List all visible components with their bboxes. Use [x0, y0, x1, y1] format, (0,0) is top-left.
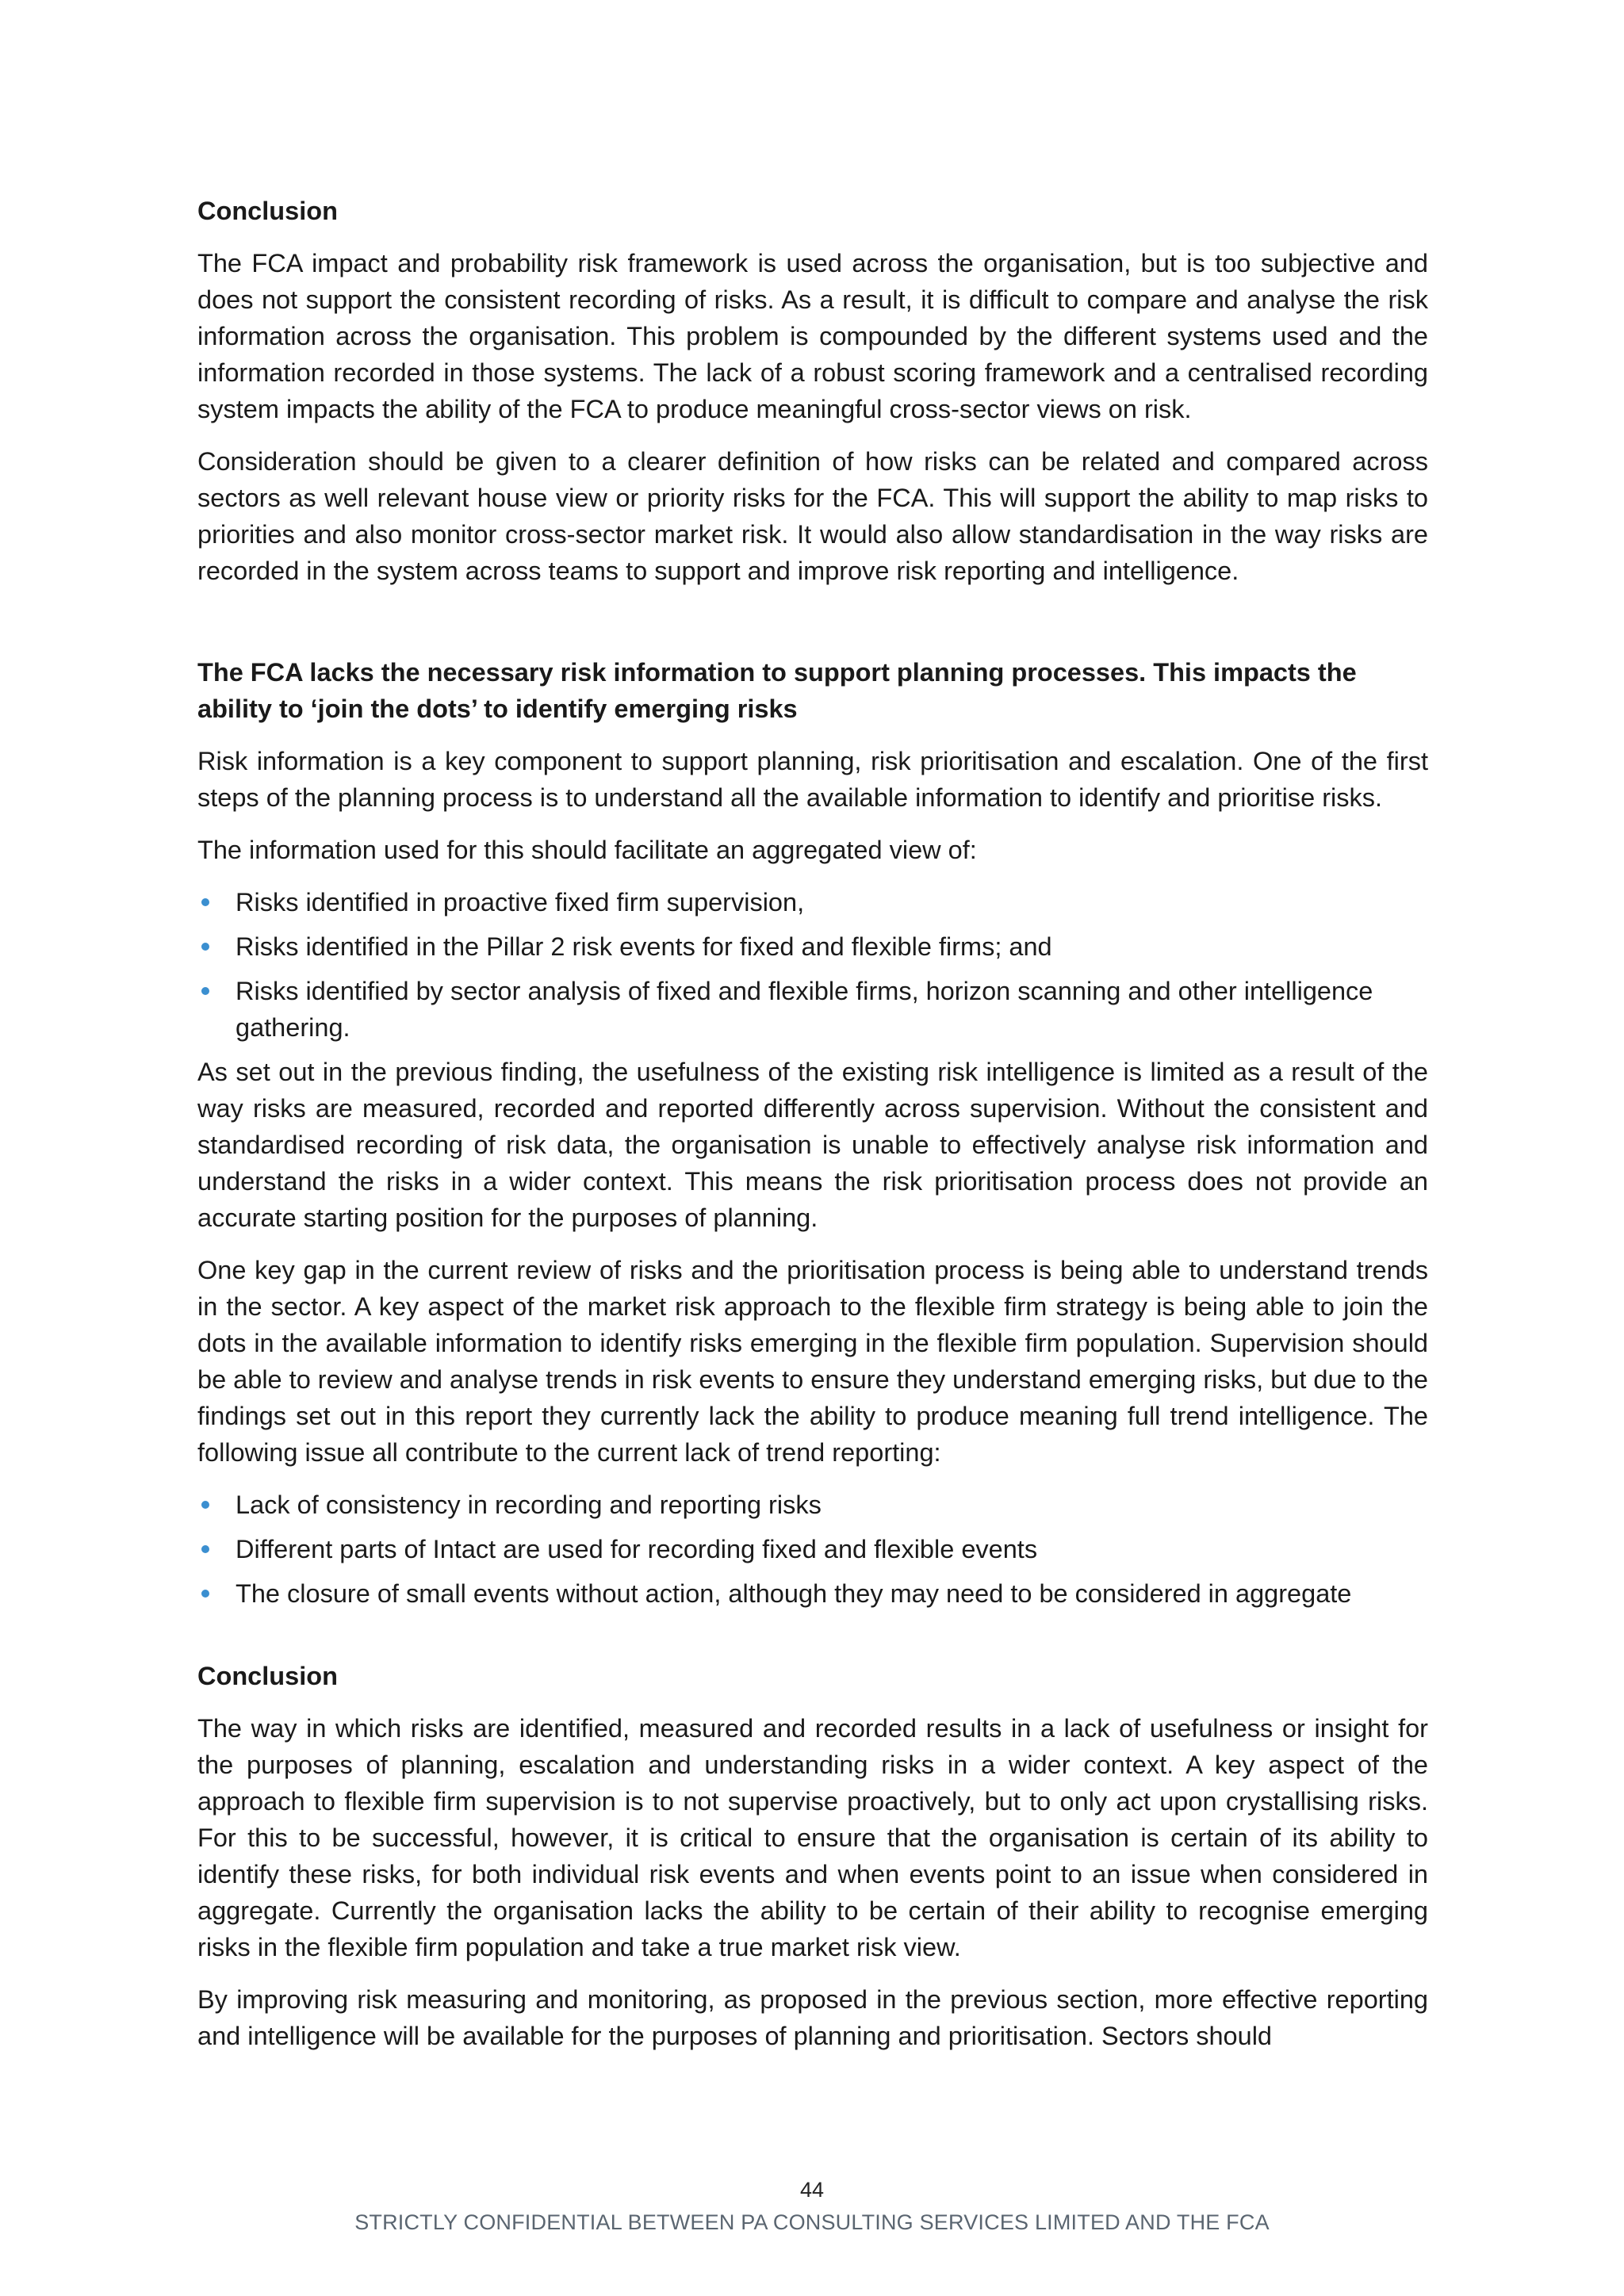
- paragraph: Risk information is a key component to support planning, risk prioritisation and escalation. One of the first steps of the planning process is to understand all the available information to identify and prioritise risks.: [197, 747, 1428, 812]
- section-heading-risk-information: The FCA lacks the necessary risk information to support planning processes. This impacts the ability to ‘join the dots’ to identify emerging risks: [197, 658, 1357, 723]
- paragraph: The FCA impact and probability risk framework is used across the organisation, but is too subjective and does not support the consistent recording of risks. As a result, it is difficult to compare and analyse the risk information across the organisation. This problem is compounded by the different systems used and the information recorded in those systems. The lack of a robust scoring framework and a centralised recording system impacts the ability of the FCA to produce meaningful cross-sector views on risk.: [197, 249, 1428, 423]
- list-item-text: Risks identified by sector analysis of fixed and flexible firms, horizon scanning and other intelligence gathering.: [236, 977, 1373, 1042]
- paragraph: The way in which risks are identified, measured and recorded results in a lack of usefulness or insight for the purposes of planning, escalation and understanding risks in a wider context. A key aspect of the approach to flexible firm supervision is to not supervise proactively, but to only act upon crystallising risks. For this to be successful, however, it is critical to ensure that the organisation is certain of its ability to identify these risks, for both individual risk events and when events point to an issue when considered in aggregate. Currently the organisation lacks the ability to be certain of their ability to recognise emerging risks in the flexible firm population and take a true market risk view.: [197, 1714, 1428, 1961]
- paragraph: As set out in the previous finding, the usefulness of the existing risk intelligence is limited as a result of the way risks are measured, recorded and reported differently across supervision. Without the consistent and standardised recording of risk data, the organisation is unable to effectively analyse risk information and understand the risks in a wider context. This means the risk prioritisation process does not provide an accurate starting position for the purposes of planning.: [197, 1058, 1428, 1232]
- page-content: [197, 193, 1428, 2070]
- bullet-list-trend-issues: [197, 1487, 1428, 1612]
- list-item-text: The closure of small events without action, although they may need to be considered in aggregate: [236, 1579, 1352, 1608]
- list-item: [197, 1487, 1428, 1523]
- confidential-footer: STRICTLY CONFIDENTIAL BETWEEN PA CONSULTING SERVICES LIMITED AND THE FCA: [354, 2210, 1270, 2234]
- list-item: [197, 884, 1428, 920]
- bullet-icon: [201, 987, 209, 995]
- paragraph: One key gap in the current review of risks and the prioritisation process is being able to understand trends in the sector. A key aspect of the market risk approach to the flexible firm strategy is being able to join the dots in the available information to identify risks emerging in the flexible firm population. Supervision should be able to review and analyse trends in risk events to ensure they understand emerging risks, but due to the findings set out in this report they currently lack the ability to produce meaning full trend intelligence. The following issue all contribute to the current lack of trend reporting:: [197, 1256, 1428, 1467]
- paragraph: Consideration should be given to a clearer definition of how risks can be related and compared across sectors as well relevant house view or priority risks for the FCA. This will support the ability to map risks to priorities and also monitor cross-sector market risk. It would also allow standardisation in the way risks are recorded in the system across teams to support and improve risk reporting and intelligence.: [197, 447, 1428, 585]
- list-item-text: Lack of consistency in recording and reporting risks: [236, 1490, 822, 1519]
- section-heading-conclusion-2: Conclusion: [197, 1662, 338, 1690]
- list-item: [197, 928, 1428, 965]
- section-heading-conclusion-1: Conclusion: [197, 197, 338, 225]
- list-item-text: Different parts of Intact are used for recording fixed and flexible events: [236, 1535, 1038, 1563]
- paragraph: The information used for this should facilitate an aggregated view of:: [197, 836, 977, 864]
- bullet-list-aggregated-view: [197, 884, 1428, 1046]
- list-item: [197, 1575, 1428, 1612]
- list-item: [197, 1531, 1428, 1567]
- list-item: [197, 973, 1428, 1046]
- bullet-icon: [201, 943, 209, 951]
- list-item-text: Risks identified in proactive fixed firm supervision,: [236, 888, 805, 916]
- bullet-icon: [201, 1590, 209, 1598]
- bullet-icon: [201, 898, 209, 906]
- page-number: 44: [799, 2178, 825, 2202]
- bullet-icon: [201, 1545, 209, 1553]
- bullet-icon: [201, 1501, 209, 1509]
- list-item-text: Risks identified in the Pillar 2 risk events for fixed and flexible firms; and: [236, 932, 1052, 961]
- paragraph: By improving risk measuring and monitoring, as proposed in the previous section, more effective reporting and intelligence will be available for the purposes of planning and prioritisation. Sectors should: [197, 1985, 1428, 2050]
